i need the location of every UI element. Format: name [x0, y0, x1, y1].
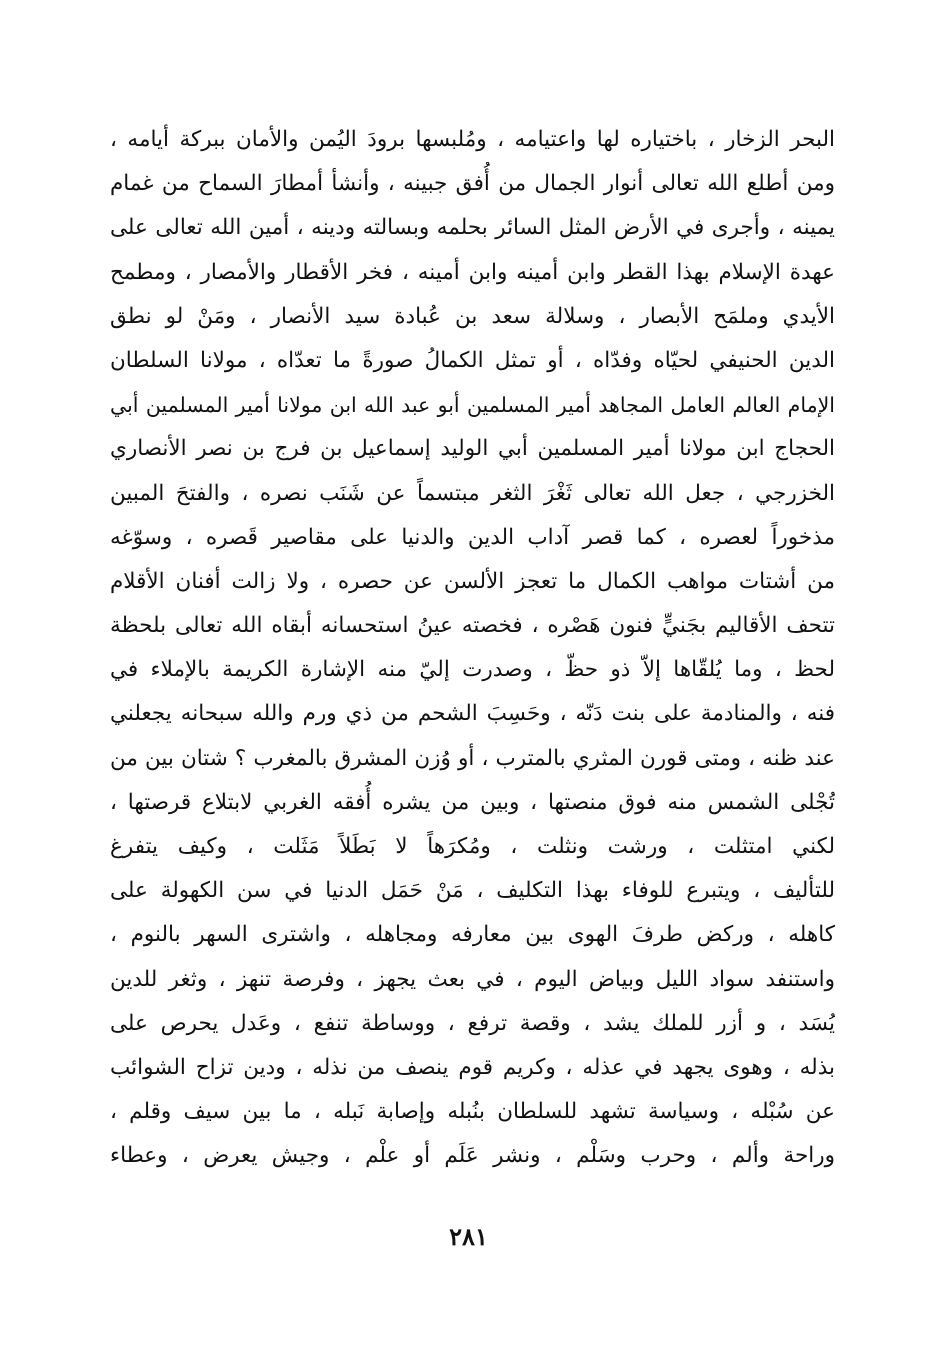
text-line: مذخوراً لعصره ، كما قصر آداب الدين والدنيا على مقاصير قَصره ، وسوّغه	[110, 524, 835, 550]
text-line: وراحة وألم ، وحرب وسَلْم ، ونشر عَلَم أو علْم ، وجيش يعرض ، وعطاء	[110, 1143, 835, 1169]
text-line: يُسَد ، و أزر للملك يشد ، وقصة ترفع ، ووساطة تنفع ، وعَدل يحرص على	[110, 1010, 835, 1036]
text-line: الإمام العالم العامل المجاهد أمير المسلمين أبو عبد الله ابن مولانا أمير المسلمين أبي	[110, 393, 835, 418]
text-line: ومن أطلع الله تعالى أنوار الجمال من أُفق جبينه ، وأنشأ أمطارَ السماح من غمام	[110, 171, 835, 197]
page-number: ٢٨١	[449, 1222, 488, 1251]
body-text	[110, 118, 835, 1179]
text-line: لحظ ، وما يُلقّاها إلاّ ذو حظّ ، وصدرت إليّ منه الإشارة الكريمة بالإملاء في	[110, 657, 835, 683]
text-line: تُجْلى الشمس منه فوق منصتها ، وبين من يشره أُفقه الغربي لابتلاع قرصتها ،	[110, 789, 835, 815]
text-line: الدين الحنيفي لحيّاه وفدّاه ، أو تمثل الكمالُ صورةً ما تعدّاه ، مولانا السلطان	[110, 347, 835, 373]
text-line: بذله ، وهوى يجهد في عذله ، وكريم قوم ينصف من نذله ، ودين تزاح الشوائب	[110, 1054, 835, 1080]
text-line: تتحف الأقاليم بجَنيٍّ فنون هَصْره ، فخصته عينُ استحسانه أبقاه الله تعالى بلحظة	[110, 613, 835, 639]
text-line: عند ظنه ، ومتى قورن المثري بالمترب ، أو وُزن المشرق بالمغرب ؟ شتان بين من	[110, 745, 835, 771]
text-line: كاهله ، وركض طرفَ الهوى بين معارفه ومجاهله ، واشترى السهر بالنوم ،	[110, 922, 835, 948]
text-line: فنه ، والمنادمة على بنت دَنّه ، وحَسِبَ الشحم من ذي ورم والله سبحانه يجعلني	[110, 701, 835, 727]
text-line: البحر الزخار ، باختياره لها واعتيامه ، ومُلبسها برودَ اليُمن والأمان ببركة أيامه ،	[110, 127, 835, 152]
text-line: واستنفد سواد الليل وبياض اليوم ، في بعث يجهز ، وفرصة تنهز ، وثغر للدين	[110, 966, 835, 992]
text-line: عن سُبْله ، وسياسة تشهد للسلطان بنُبله وإصابة نَبله ، ما بين سيف وقلم ،	[110, 1099, 835, 1125]
text-line: الأيدي وملمَح الأبصار ، وسلالة سعد بن عُبادة سيد الأنصار ، ومَنْ لو نطق	[110, 303, 835, 329]
text-line: عهدة الإسلام بهذا القطر وابن أمينه وابن أمينه ، فخر الأقطار والأمصار ، ومطمح	[110, 259, 835, 285]
text-line: لكني امتثلت ، ورشت ونثلت ، ومُكرَهاً لا بَطَلاً مَثَلت ، وكيف يتفرغ	[110, 834, 835, 859]
text-line: للتأليف ، ويتبرع للوفاء بهذا التكليف ، مَنْ حَمَل الدنيا في سن الكهولة على	[110, 878, 835, 904]
text-line: الخزرجي ، جعل الله تعالى ثَغْرَ الثغر مبتسماً عن شَنَب نصره ، والفتحَ المبين	[110, 480, 835, 506]
text-line: يمينه ، وأجرى في الأرض المثل السائر بحلمه وبسالته ودينه ، أمين الله تعالى على	[110, 215, 835, 241]
text-line: من أشتات مواهب الكمال ما تعجز الألسن عن حصره ، ولا زالت أفنان الأقلام	[110, 568, 835, 594]
text-line: الحجاج ابن مولانا أمير المسلمين أبي الوليد إسماعيل بن فرج بن نصر الأنصاري	[110, 436, 835, 462]
